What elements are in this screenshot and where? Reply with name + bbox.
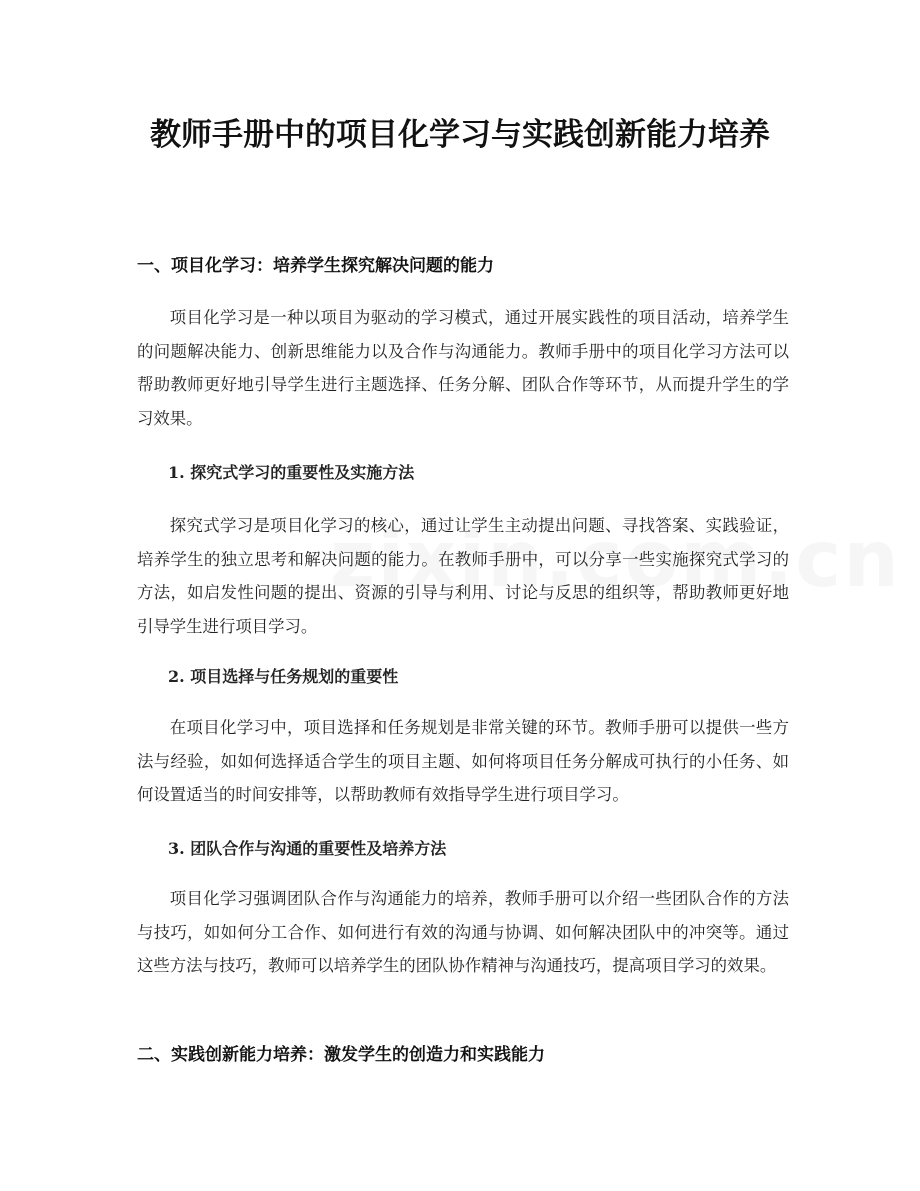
subsection-1-2-paragraph: 在项目化学习中，项目选择和任务规划是非常关键的环节。教师手册可以提供一些方法与经验，如如何选择适合学生的项目主题、如何将项目任务分解成可执行的小任务、如何设置适当的时间安排等，以帮助教师有效指导学生进行项目学习。 bbox=[137, 718, 789, 804]
subsection-heading-1-2: 2. 项目选择与任务规划的重要性 bbox=[168, 667, 399, 686]
section-1-intro-paragraph: 项目化学习是一种以项目为驱动的学习模式，通过开展实践性的项目活动，培养学生的问题解决能力、创新思维能力以及合作与沟通能力。教师手册中的项目化学习方法可以帮助教师更好地引导学生进行主题选择、任务分解、团队合作等环节，从而提升学生的学习效果。 bbox=[137, 308, 789, 428]
subsection-1-3-paragraph: 项目化学习强调团队合作与沟通能力的培养，教师手册可以介绍一些团队合作的方法与技巧，如如何分工合作、如何进行有效的沟通与协调、如何解决团队中的冲突等。通过这些方法与技巧，教师可以培养学生的团队协作精神与沟通技巧，提高项目学习的效果。 bbox=[137, 889, 789, 975]
section-heading-1: 一、项目化学习：培养学生探究解决问题的能力 bbox=[137, 256, 494, 276]
page-title: 教师手册中的项目化学习与实践创新能力培养 bbox=[150, 117, 770, 153]
section-heading-2: 二、实践创新能力培养：激发学生的创造力和实践能力 bbox=[137, 1045, 545, 1065]
subsection-heading-1-3: 3. 团队合作与沟通的重要性及培养方法 bbox=[168, 839, 447, 858]
subsection-1-1-paragraph: 探究式学习是项目化学习的核心，通过让学生主动提出问题、寻找答案、实践验证，培养学生的独立思考和解决问题的能力。在教师手册中，可以分享一些实施探究式学习的方法，如启发性问题的提出、资源的引导与利用、讨论与反思的组织等，帮助教师更好地引导学生进行项目学习。 bbox=[137, 516, 789, 636]
subsection-heading-1-1: 1. 探究式学习的重要性及实施方法 bbox=[168, 463, 415, 482]
